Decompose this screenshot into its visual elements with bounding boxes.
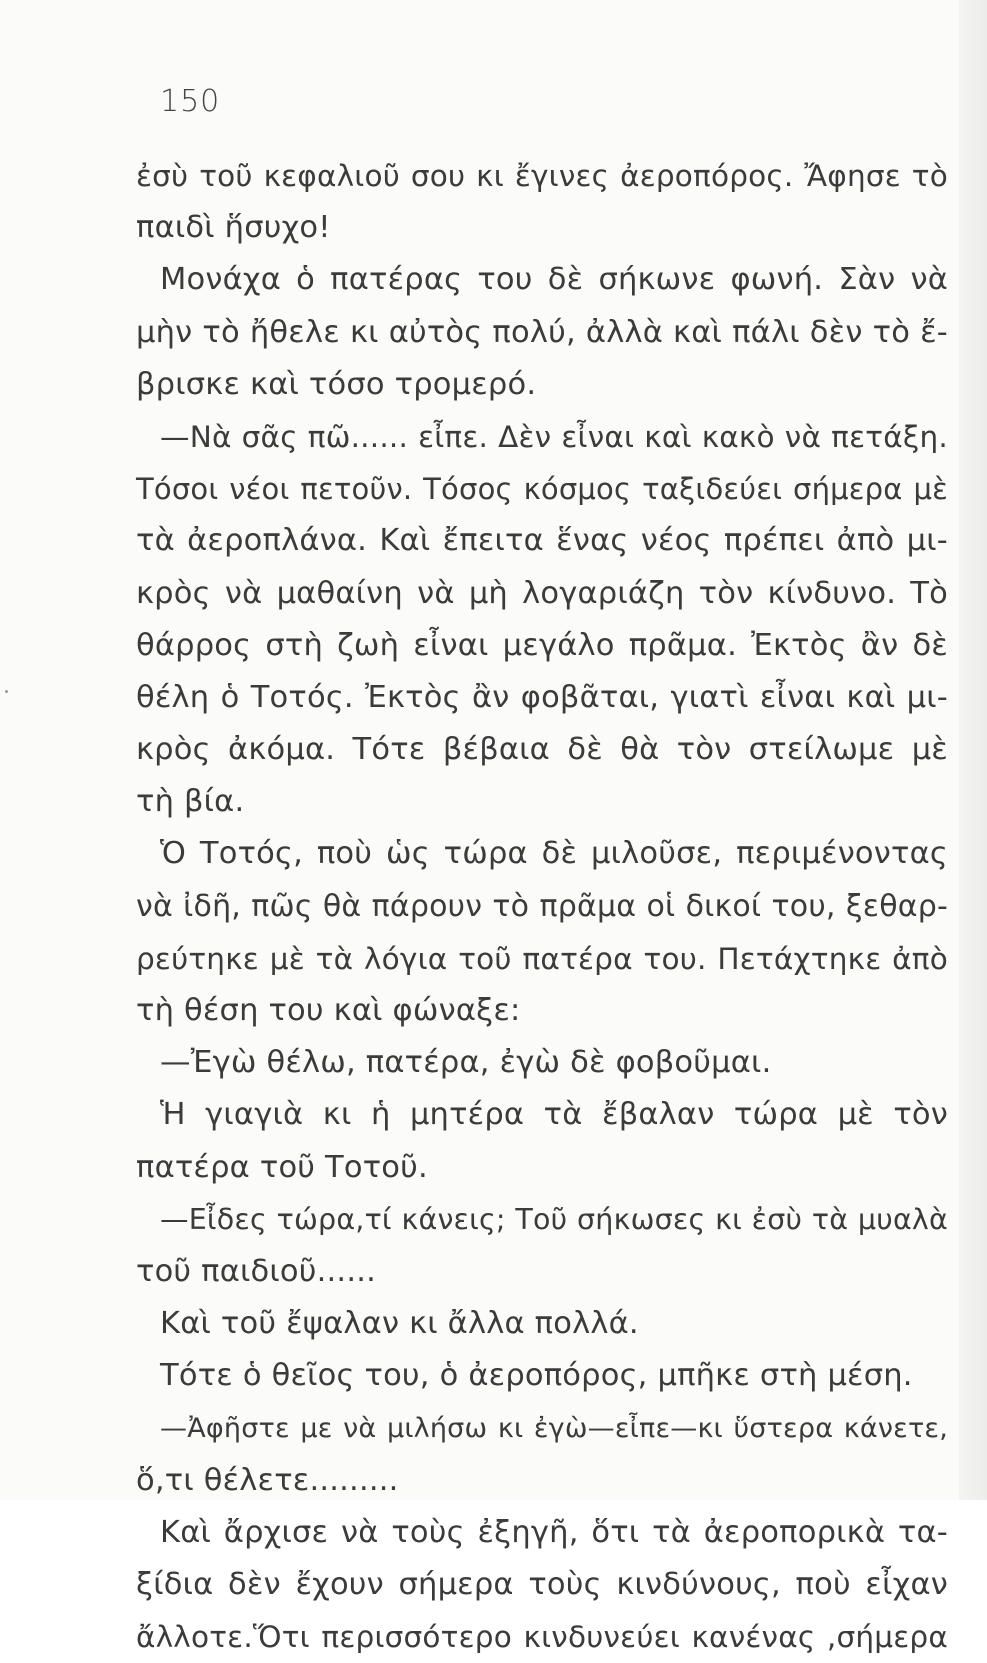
text-line: θάρρος στὴ ζωὴ εἶναι μεγάλο πρᾶμα. Ἐκτὸς ἂν δὲ [136, 627, 948, 663]
text-line: παιδὶ ἥσυχο! [136, 210, 331, 246]
text-line: τὴ βία. [136, 784, 245, 820]
text-line: νὰ ἰδῆ, πῶς θὰ πάρουν τὸ πρᾶμα οἱ δικοί του, ξεθαρ- [136, 888, 948, 924]
text-line: Ἡ γιαγιὰ κι ἡ μητέρα τὰ ἔβαλαν τώρα μὲ τὸν [160, 1097, 948, 1133]
text-line: —Νὰ σᾶς πῶ...... εἶπε. Δὲν εἶναι καὶ κακὸ νὰ πετάξη. [160, 419, 948, 454]
text-line: βρισκε καὶ τόσο τρομερό. [136, 366, 537, 402]
text-line: ρεύτηκε μὲ τὰ λόγια τοῦ πατέρα του. Πετάχτηκε ἀπὸ [136, 941, 948, 976]
page-edge-shadow [959, 0, 987, 1500]
text-line: θέλη ὁ Τοτός. Ἐκτὸς ἂν φοβᾶται, γιατὶ εἶναι καὶ μι- [136, 679, 948, 715]
text-line: Ὁ Τοτός, ποὺ ὡς τώρα δὲ μιλοῦσε, περιμένοντας [160, 836, 948, 872]
text-line: —Ἐγὼ θέλω, πατέρα, ἐγὼ δὲ φοβοῦμαι. [160, 1045, 772, 1081]
text-line: τὴ θέση του καὶ φώναξε: [136, 993, 521, 1028]
text-line: Τόσοι νέοι πετοῦν. Τόσος κόσμος ταξιδεύει σήμερα μὲ [136, 472, 948, 507]
text-line: τοῦ παιδιοῦ...... [136, 1253, 377, 1289]
text-line: Καὶ τοῦ ἔψαλαν κι ἄλλα πολλά. [160, 1306, 639, 1342]
text-line: κρὸς ἀκόμα. Τότε βέβαια δὲ θὰ τὸν στείλωμε μὲ [136, 732, 948, 768]
text-line: ἄλλοτε.Ὅτι περισσότερο κινδυνεύει κανένας ,σήμερα [136, 1620, 948, 1655]
text-line: Καὶ ἄρχισε νὰ τοὺς ἐξηγῆ, ὅτι τὰ ἀεροπορικὰ τα- [160, 1514, 948, 1550]
body-text [136, 150, 948, 1663]
text-line: ὅ,τι θέλετε......... [136, 1462, 399, 1498]
text-line: Τότε ὁ θεῖος του, ὁ ἀεροπόρος, μπῆκε στὴ μέση. [160, 1358, 913, 1394]
text-line: —Εἶδες τώρα,τί κάνεις; Τοῦ σήκωσες κι ἐσὺ τὰ μυαλὰ [160, 1202, 948, 1236]
text-line: ἐσὺ τοῦ κεφαλιοῦ σου κι ἔγινες ἀεροπόρος. Ἄφησε τὸ [136, 159, 948, 193]
text-line: τὰ ἀεροπλάνα. Καὶ ἔπειτα ἕνας νέος πρέπει ἀπὸ μι- [136, 523, 948, 559]
text-line: Μονάχα ὁ πατέρας του δὲ σήκωνε φωνή. Σὰν νὰ [160, 262, 948, 298]
text-line: κρὸς νὰ μαθαίνη νὰ μὴ λογαριάζη τὸν κίνδυνο. Τὸ [136, 575, 948, 611]
text-line: ξίδια δὲν ἔχουν σήμερα τοὺς κινδύνους, ποὺ εἶχαν [136, 1567, 948, 1603]
margin-speck [5, 690, 8, 693]
text-line: μὴν τὸ ἤθελε κι αὐτὸς πολύ, ἀλλὰ καὶ πάλι δὲν τὸ ἔ- [136, 314, 948, 350]
text-line: —Ἀφῆστε με νὰ μιλήσω κι ἐγὼ—εἶπε—κι ὕστερα κάνετε, [160, 1412, 948, 1444]
page-number: 150 [160, 84, 221, 119]
text-line: πατέρα τοῦ Τοτοῦ. [136, 1149, 428, 1185]
